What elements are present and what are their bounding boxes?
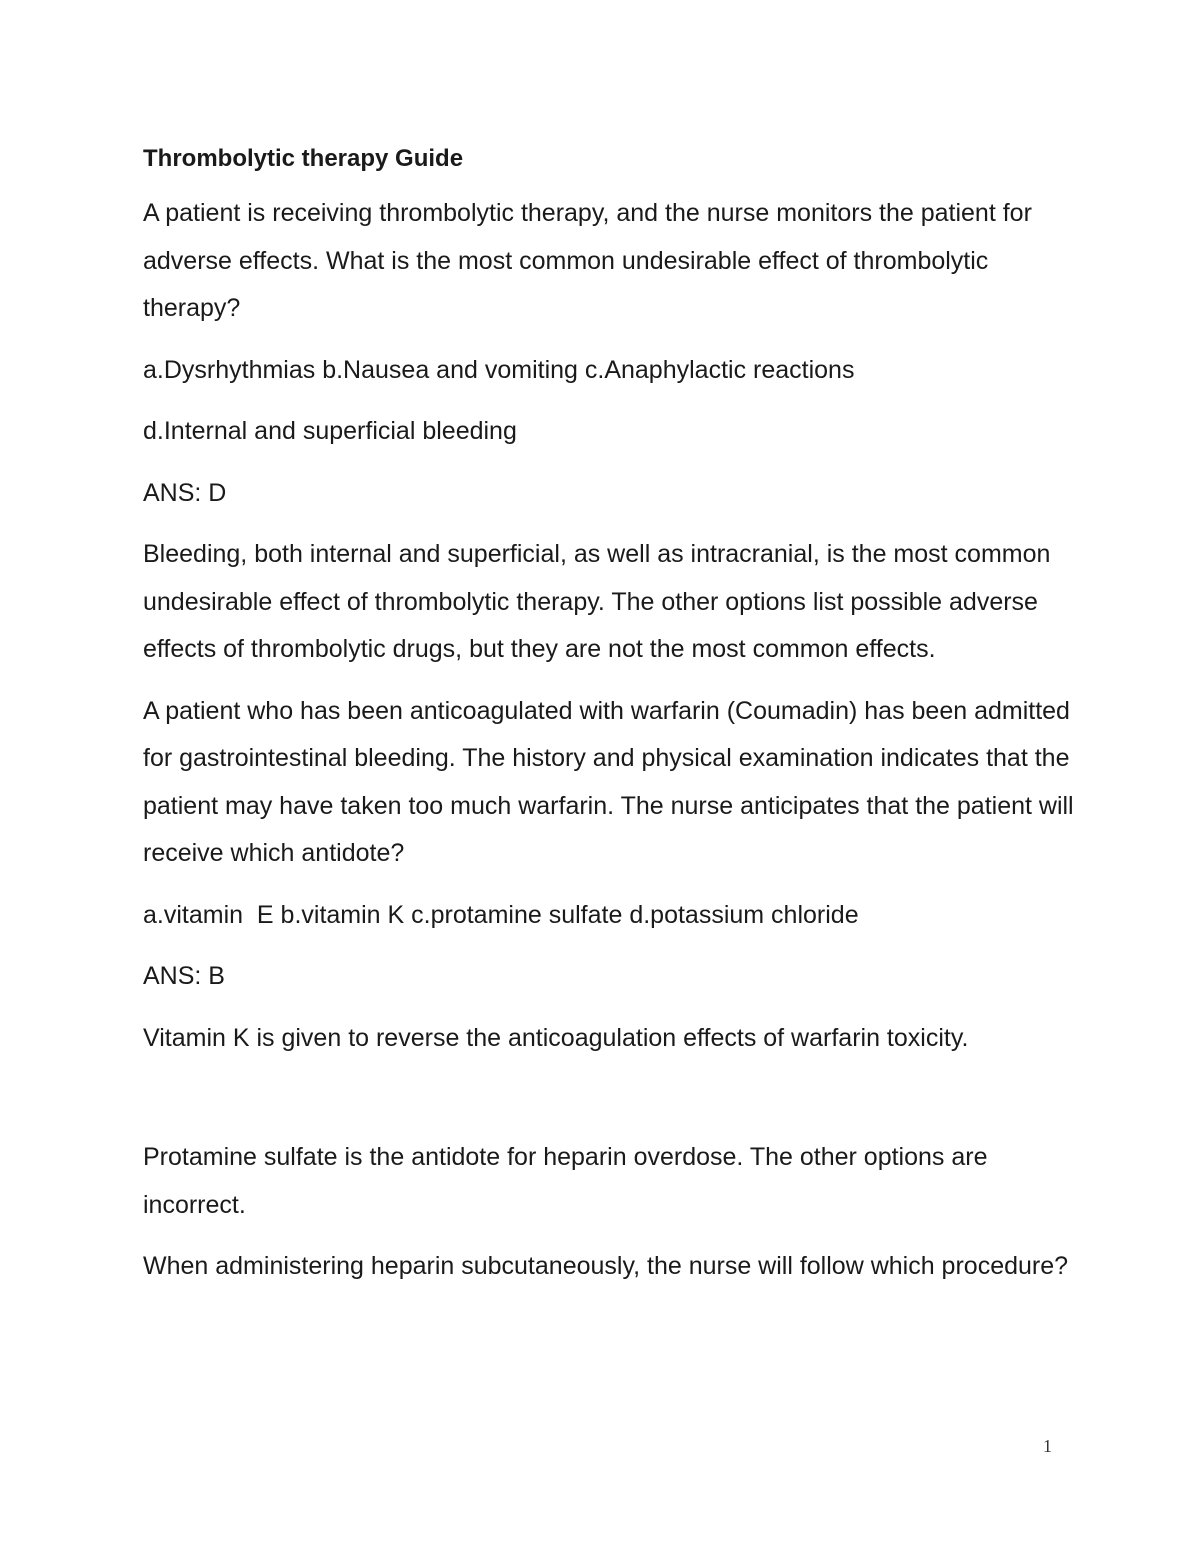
question-2-answer: ANS: B <box>143 962 225 990</box>
question-1-options-line-1: a.Dysrhythmias b.Nausea and vomiting c.Anaphylactic reactions <box>143 355 855 384</box>
question-1-answer: ANS: D <box>143 478 227 507</box>
question-2-options: a.vitamin E b.vitamin K c.protamine sulfate d.potassium chloride <box>143 900 859 929</box>
blank-line <box>143 1076 1083 1134</box>
question-1-rationale: Bleeding, both internal and superficial, as well as intracranial, is the most common undesirable effect of thrombolytic therapy. The other options list possible adverse effects of thrombolytic drugs, but they are not the most common effects. <box>143 540 1051 663</box>
question-2-rationale: Vitamin K is given to reverse the anticoagulation effects of warfarin toxicity. <box>143 1023 969 1052</box>
document-body <box>143 136 1083 1305</box>
question-1-options-line-2: d.Internal and superficial bleeding <box>143 417 517 445</box>
question-3-stem: When administering heparin subcutaneously, the nurse will follow which procedure? <box>143 1252 1069 1280</box>
question-2-stem: A patient who has been anticoagulated with warfarin (Coumadin) has been admitted for gastrointestinal bleeding. The history and physical examination indicates that the patient may have taken too much warfarin. The nurse anticipates that the patient will receive which antidote? <box>143 696 1074 867</box>
page-number: 1 <box>1043 1436 1052 1456</box>
question-1-stem: A patient is receiving thrombolytic therapy, and the nurse monitors the patient for adverse effects. What is the most common undesirable effect of thrombolytic therapy? <box>143 199 1032 322</box>
question-2-rationale-continued: Protamine sulfate is the antidote for heparin overdose. The other options are incorrect. <box>143 1143 988 1219</box>
document-title: Thrombolytic therapy Guide <box>143 145 464 172</box>
